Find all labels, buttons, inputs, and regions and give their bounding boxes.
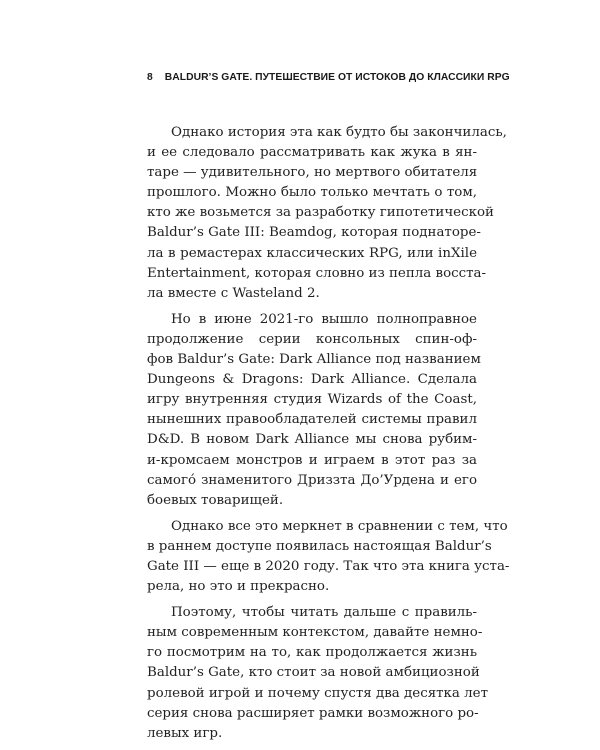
text-line: в раннем доступе появилась настоящая Baldur’s <box>147 538 492 554</box>
body-text <box>147 123 510 750</box>
text-line: и-кромсаем монстров и играем в этот раз за <box>147 452 477 468</box>
running-header-title: BALDUR’S GATE. ПУТЕШЕСТВИЕ ОТ ИСТОКОВ ДО КЛАССИКИ RPG <box>164 72 510 83</box>
text-line: Но в июне 2021-го вышло полноправное <box>171 311 477 327</box>
text-line: ла вместе с Wasteland 2. <box>147 285 320 301</box>
text-line: го посмотрим на то, как продолжается жизнь <box>147 645 477 661</box>
text-line: Dungeons & Dragons: Dark Alliance. Сделала <box>147 372 477 388</box>
page-number: 8 <box>147 72 153 83</box>
text-line: боевых товарищей. <box>147 492 284 508</box>
text-line: нынешних правообладателей системы правил <box>147 412 477 428</box>
text-line: кто же возьмется за разработку гипотетической <box>147 205 494 221</box>
text-line: прошлого. Можно было только мечтать о том, <box>147 185 477 201</box>
text-line: фов Baldur’s Gate: Dark Alliance под названием <box>147 352 481 368</box>
text-line: продолжение серии консольных спин-оф- <box>147 331 477 347</box>
running-header <box>147 72 510 83</box>
paragraph <box>147 517 510 597</box>
text-line: таре — удивительного, но мертвого обитателя <box>147 165 478 181</box>
paragraph <box>147 123 507 304</box>
text-line: рела, но это и прекрасно. <box>147 579 330 595</box>
text-line: Однако история эта как будто бы закончилась, <box>171 125 507 140</box>
text-line: ным современным контекстом, давайте немно- <box>147 625 483 641</box>
text-line: Baldur’s Gate III: Beamdog, которая поднаторе- <box>147 225 481 241</box>
text-line: Entertainment, которая словно из пепла восста- <box>147 265 487 281</box>
text-line: самого́ знаменитого Дриззта До’Урдена и его <box>147 472 477 488</box>
text-line: ла в ремастерах классических RPG, или inXile <box>147 245 477 261</box>
text-line: Baldur’s Gate, кто стоит за новой амбициозной <box>147 665 480 681</box>
text-line: и ее следовало рассматривать как жука в ян- <box>147 145 477 161</box>
text-line: левых игр. <box>147 725 223 741</box>
text-line: Поэтому, чтобы читать дальше с правиль- <box>171 605 477 621</box>
text-line: игру внутренняя студия Wizards of the Coast, <box>147 392 477 408</box>
text-line: ролевой игрой и почему спустя два десятка лет <box>147 685 489 701</box>
paragraph <box>147 603 489 744</box>
text-line: серия снова расширяет рамки возможного ро- <box>147 705 479 721</box>
text-line: D&D. В новом Dark Alliance мы снова рубим- <box>147 432 477 448</box>
paragraph <box>147 310 481 511</box>
text-line: Gate III — еще в 2020 году. Так что эта книга уста- <box>147 558 510 574</box>
text-line: Однако все это меркнет в сравнении с тем, что <box>171 518 508 534</box>
